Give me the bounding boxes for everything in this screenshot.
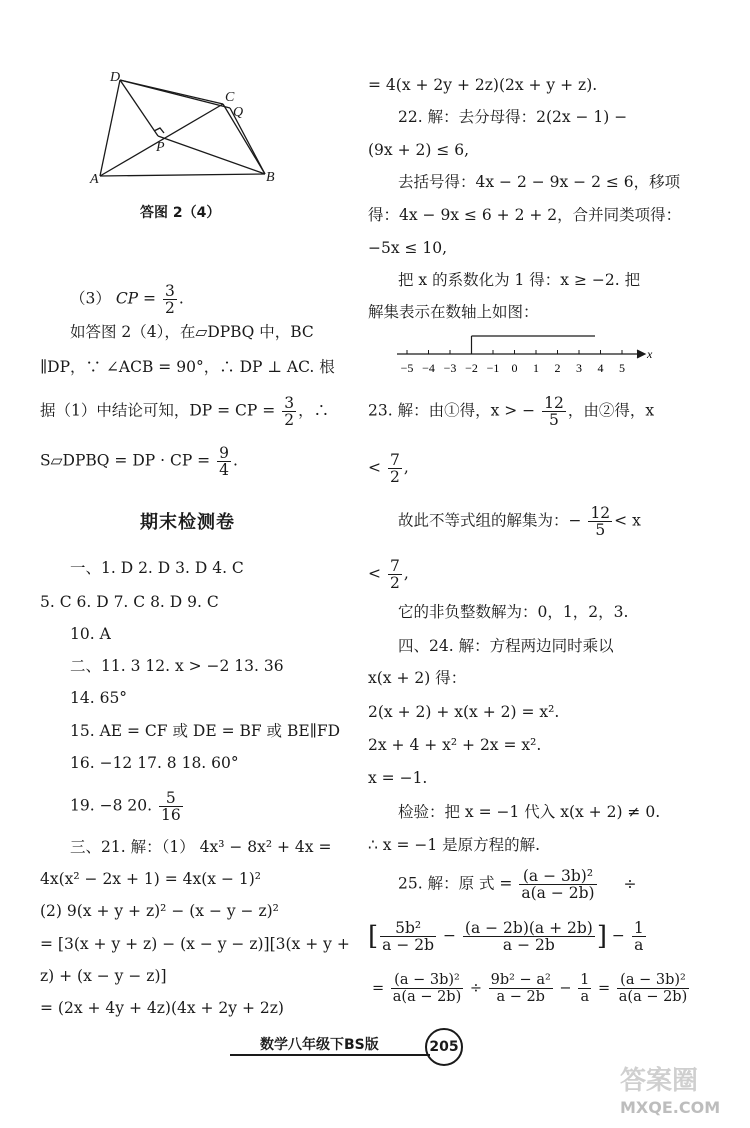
page-number: 205 bbox=[425, 1028, 463, 1066]
left-line-2: 如答图 2（4），在▱DPBQ 中，BC bbox=[70, 323, 314, 341]
answer-line-2: 5. C 6. D 7. C 8. D 9. C bbox=[40, 593, 219, 611]
answer-line-5: 14. 65° bbox=[70, 689, 128, 707]
right-line-11: 故此不等式组的解集为：− $\frac{12}{5}$ < x bbox=[398, 504, 641, 539]
figure-label-B: B bbox=[266, 170, 275, 185]
answer-line-13: z) + (x − y − z)] bbox=[40, 967, 167, 985]
answer-line-12: = [3(x + y + z) − (x − y − z)][3(x + y + bbox=[40, 935, 350, 953]
right-line-17: 2x + 4 + x² + 2x = x². bbox=[368, 736, 542, 754]
answer-line-4: 二、11. 3 12. x > −2 13. 36 bbox=[70, 657, 284, 675]
watermark-url: MXQE.COM bbox=[620, 1098, 721, 1117]
right-line-4: 去括号得：4x − 2 − 9x − 2 ≤ 6，移项 bbox=[398, 173, 681, 191]
axis-var: x bbox=[647, 347, 653, 361]
left-line-3: ∥DP，∵ ∠ACB = 90°，∴ DP ⊥ AC. 根 bbox=[40, 358, 335, 376]
axis-tick-label: −4 bbox=[422, 361, 435, 375]
axis-tick-label: 1 bbox=[533, 361, 539, 375]
right-line-15: x(x + 2) 得： bbox=[368, 669, 467, 687]
axis-tick-label: 4 bbox=[597, 361, 604, 375]
figure-label-P: P bbox=[156, 140, 165, 155]
section-title: 期末检测卷 bbox=[140, 512, 235, 533]
footer bbox=[230, 1030, 430, 1056]
answer-line-11: (2) 9(x + y + z)² − (x − y − z)² bbox=[40, 902, 279, 920]
right-line-8: 解集表示在数轴上如图： bbox=[368, 303, 539, 321]
right-line-3: (9x + 2) ≤ 6, bbox=[368, 141, 470, 159]
answer-line-9: 三、21. 解：（1） 4x³ − 8x² + 4x = bbox=[70, 838, 332, 856]
answer-line-3: 10. A bbox=[70, 625, 111, 643]
axis-tick-label: 5 bbox=[619, 361, 625, 375]
figure-label-C: C bbox=[225, 90, 235, 105]
right-line-16: 2(x + 2) + x(x + 2) = x². bbox=[368, 703, 560, 721]
answer-line-8: 19. −8 20. $\frac{5}{16}$ bbox=[70, 789, 181, 824]
right-line-23: = $\frac{\text{(a − 3b)²}}{a(a - 2b)}$ ÷ $\frac{\text{9b² − a²}}{a - 2b}$ − $\frac{1}{a}$ = $\frac{\text{(a − 3b)²}}{a(a - 2b)}$ bbox=[372, 972, 688, 1005]
right-line-14: 四、24. 解：方程两边同时乘以 bbox=[398, 637, 614, 655]
right-line-19: 检验：把 x = −1 代入 x(x + 2) ≠ 0. bbox=[398, 803, 661, 821]
right-line-13: 它的非负整数解为：0，1，2，3. bbox=[398, 603, 629, 621]
right-line-9: 23. 解：由①得，x > − $\frac{12}{5}$ ，由②得，x bbox=[368, 394, 655, 429]
right-line-18: x = −1. bbox=[368, 769, 428, 787]
right-line-1: = 4(x + 2y + 2z)(2x + y + z). bbox=[368, 76, 598, 94]
left-line-1: （3） CP = $\frac{3}{2}$ . bbox=[70, 282, 184, 317]
right-line-2: 22. 解：去分母得：2(2x − 1) − bbox=[398, 108, 628, 126]
axis-tick-label: −2 bbox=[465, 361, 478, 375]
left-line-4: 据（1）中结论可知，DP = CP = $\frac{3}{2}$ ，∴ bbox=[40, 394, 330, 429]
answer-line-14: = (2x + 4y + 4z)(4x + 2y + 2z) bbox=[40, 999, 284, 1017]
footer-book-title: 数学八年级下BS版 bbox=[260, 1037, 379, 1053]
answer-line-6: 15. AE = CF 或 DE = BF 或 BE∥FD bbox=[70, 722, 341, 740]
axis-tick-label: −3 bbox=[443, 361, 457, 375]
figure-caption: 答图 2（4） bbox=[140, 205, 221, 221]
answer-line-10: 4x(x² − 2x + 1) = 4x(x − 1)² bbox=[40, 870, 261, 888]
right-line-12: < $\frac{7}{2}$ , bbox=[368, 557, 409, 592]
figure-label-Q: Q bbox=[233, 105, 244, 120]
right-line-6: −5x ≤ 10, bbox=[368, 239, 448, 257]
axis-tick-label: 3 bbox=[576, 361, 582, 375]
answer-line-1: 一、1. D 2. D 3. D 4. C bbox=[70, 559, 244, 577]
right-line-10: < $\frac{7}{2}$ , bbox=[368, 451, 409, 486]
right-line-7: 把 x 的系数化为 1 得：x ≥ −2. 把 bbox=[398, 271, 641, 289]
right-line-21: 25. 解：原 式 = $\frac{\text{(a − 3b)²}}{a(a - 2b)}$ ÷ bbox=[398, 867, 637, 902]
figure-label-A: A bbox=[90, 172, 99, 187]
left-line-5: S▱DPBQ = DP · CP = $\frac{9}{4}$ . bbox=[40, 444, 238, 479]
axis-tick-label: −5 bbox=[400, 361, 414, 375]
figure-label-D: D bbox=[110, 70, 121, 85]
footer-rule bbox=[230, 1054, 430, 1056]
axis-tick-label: 2 bbox=[554, 361, 561, 375]
watermark-logo: 答案圈 bbox=[620, 1066, 699, 1096]
number-line bbox=[395, 330, 665, 380]
right-line-5: 得：4x − 9x ≤ 6 + 2 + 2，合并同类项得： bbox=[368, 206, 682, 224]
axis-tick-label: −1 bbox=[486, 361, 500, 375]
right-line-22: [ $\frac{\text{5b²}}{a - 2b}$ − $\frac{(a - 2b)(a + 2b)}{a - 2b}$ ] − $\frac{1}{a}$ bbox=[368, 919, 644, 954]
answer-line-7: 16. −12 17. 8 18. 60° bbox=[70, 754, 239, 772]
axis-tick-label: 0 bbox=[511, 361, 518, 375]
right-line-20: ∴ x = −1 是原方程的解. bbox=[368, 836, 541, 854]
